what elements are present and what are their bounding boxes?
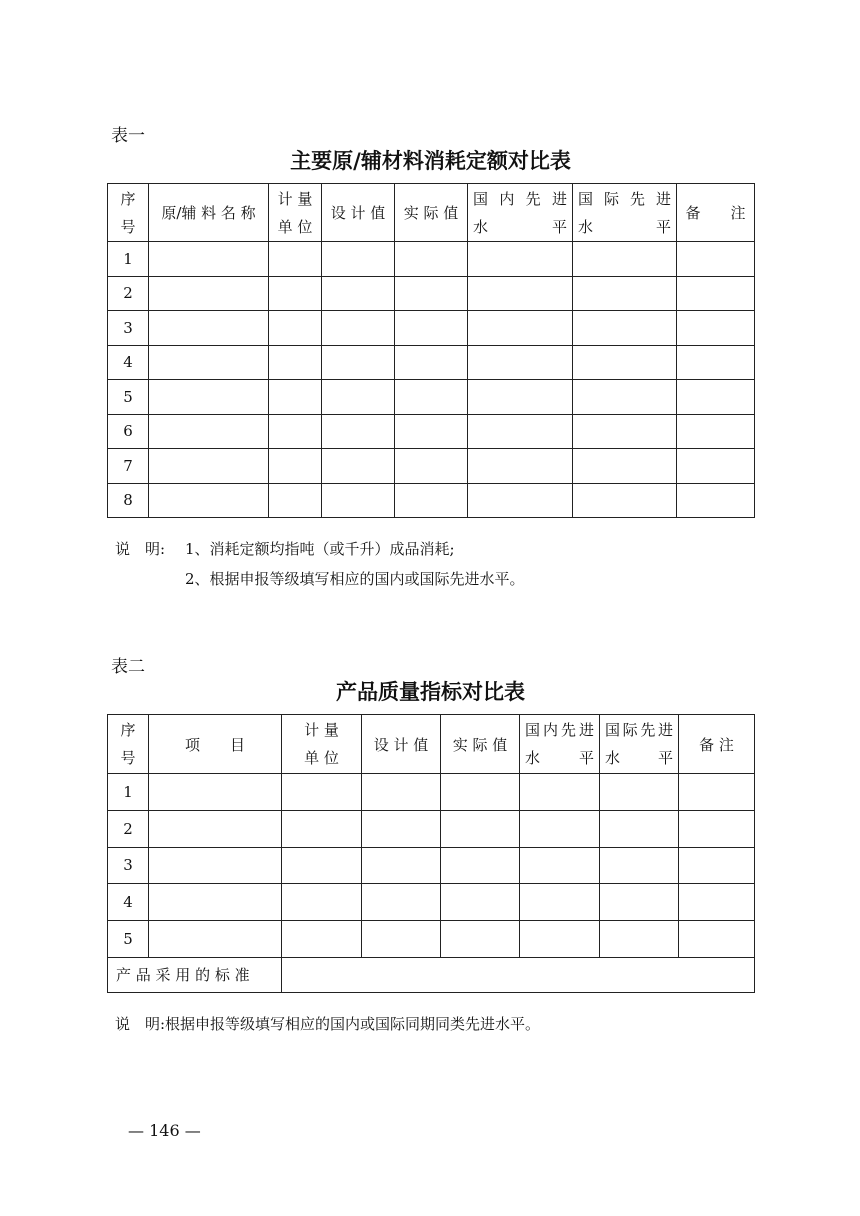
header-item: 项 目 [149,715,282,774]
table-cell [362,774,441,811]
table1-title: 主要原/辅材料消耗定额对比表 [290,148,571,173]
header-unit: 计 量 单 位 [269,184,322,242]
row-number: 3 [108,847,149,884]
table-cell [600,921,679,958]
table-cell [149,774,282,811]
table-cell [395,345,468,380]
table1-header-row [108,184,755,242]
standard-label: 产 品 采 用 的 标 准 [108,957,282,992]
header-design: 设 计 值 [362,715,441,774]
table-cell [149,449,269,484]
table-cell [600,810,679,847]
table-cell [149,380,269,415]
page-number: — 146 — [128,1121,201,1140]
table-cell [395,242,468,277]
table-cell [441,774,520,811]
table-cell [322,380,395,415]
table-cell [520,921,600,958]
row-number: 8 [108,483,149,518]
table-cell [269,483,322,518]
header-domestic: 国 内 先 进 水 平 [468,184,573,242]
table-cell [573,380,677,415]
table-cell [362,810,441,847]
table-row [108,921,755,958]
table-cell [468,380,573,415]
table-row [108,345,755,380]
table-cell [269,242,322,277]
table-row [108,810,755,847]
header-design: 设 计 值 [322,184,395,242]
table-cell [395,380,468,415]
table-row [108,276,755,311]
table-cell [677,380,755,415]
table2-header-row [108,715,755,774]
table-cell [395,414,468,449]
table-cell [322,449,395,484]
table-cell [468,311,573,346]
table-cell [322,345,395,380]
table-cell [573,449,677,484]
table-cell [573,345,677,380]
table-cell [679,847,755,884]
table-cell [362,921,441,958]
table-cell [679,774,755,811]
table-row [108,242,755,277]
header-actual: 实 际 值 [395,184,468,242]
table1-label: 表一 [111,126,145,146]
table-cell [677,483,755,518]
table1 [107,183,755,518]
table2-label: 表二 [111,657,145,677]
table-cell [322,276,395,311]
table-cell [282,774,362,811]
table-row [108,380,755,415]
table-cell [149,921,282,958]
table-cell [679,884,755,921]
table-cell [362,847,441,884]
table2-title: 产品质量指标对比表 [336,679,525,704]
table2-note: 说 明:根据申报等级填写相应的国内或国际同期同类先进水平。 [115,1015,541,1033]
row-number: 5 [108,921,149,958]
table-row [108,884,755,921]
table-cell [520,884,600,921]
table-cell [395,276,468,311]
table-cell [441,810,520,847]
header-intl: 国际先进 水 平 [600,715,679,774]
table-cell [322,242,395,277]
table-cell [573,311,677,346]
table1-note-2: 2、根据申报等级填写相应的国内或国际先进水平。 [185,570,525,588]
table-cell [520,810,600,847]
table-cell [282,921,362,958]
table-cell [282,884,362,921]
table-row [108,311,755,346]
row-number: 1 [108,774,149,811]
table-cell [269,345,322,380]
row-number: 4 [108,345,149,380]
table-cell [269,311,322,346]
table-cell [468,414,573,449]
table-cell [322,311,395,346]
table-cell [149,884,282,921]
table-cell [573,414,677,449]
table-cell [149,276,269,311]
table-cell [269,449,322,484]
table-cell [677,311,755,346]
header-actual: 实 际 值 [441,715,520,774]
table-cell [468,483,573,518]
table-cell [395,311,468,346]
table-cell [677,276,755,311]
row-number: 6 [108,414,149,449]
table-cell [468,345,573,380]
table-cell [441,884,520,921]
table-cell [395,449,468,484]
standard-value-cell [282,957,755,992]
table-cell [677,449,755,484]
row-number: 1 [108,242,149,277]
table-cell [282,810,362,847]
table-cell [149,414,269,449]
table-cell [322,414,395,449]
table-cell [269,414,322,449]
table2 [107,714,755,993]
table-cell [282,847,362,884]
table-cell [600,847,679,884]
header-name: 原/辅 料 名 称 [149,184,269,242]
row-number: 7 [108,449,149,484]
header-intl: 国 际 先 进 水 平 [573,184,677,242]
table1-note-prefix: 说 明: [115,540,166,558]
table-cell [149,345,269,380]
table-row [108,483,755,518]
table-cell [468,242,573,277]
table-cell [677,414,755,449]
standard-row [108,957,755,992]
table-row [108,847,755,884]
table-cell [468,449,573,484]
table-cell [520,847,600,884]
table-cell [573,483,677,518]
table-cell [677,242,755,277]
table-cell [149,483,269,518]
table-cell [600,774,679,811]
header-remark: 备 注 [677,184,755,242]
header-seq: 序 号 [108,184,149,242]
row-number: 5 [108,380,149,415]
table-cell [441,921,520,958]
table-cell [679,810,755,847]
header-seq: 序 号 [108,715,149,774]
header-domestic: 国内先进 水 平 [520,715,600,774]
table-cell [149,810,282,847]
header-unit: 计 量 单 位 [282,715,362,774]
table-row [108,449,755,484]
table-cell [600,884,679,921]
row-number: 3 [108,311,149,346]
table-cell [441,847,520,884]
table-cell [269,380,322,415]
table-cell [520,774,600,811]
table-cell [468,276,573,311]
table-cell [322,483,395,518]
table-cell [149,242,269,277]
table-cell [679,921,755,958]
table-cell [573,276,677,311]
row-number: 2 [108,276,149,311]
table-cell [362,884,441,921]
table-cell [269,276,322,311]
table-cell [395,483,468,518]
table1-note-1: 1、消耗定额均指吨（或千升）成品消耗; [185,540,455,558]
table-cell [573,242,677,277]
table-cell [149,847,282,884]
row-number: 4 [108,884,149,921]
table-cell [149,311,269,346]
row-number: 2 [108,810,149,847]
header-remark: 备 注 [679,715,755,774]
table-row [108,774,755,811]
table-row [108,414,755,449]
table-cell [677,345,755,380]
